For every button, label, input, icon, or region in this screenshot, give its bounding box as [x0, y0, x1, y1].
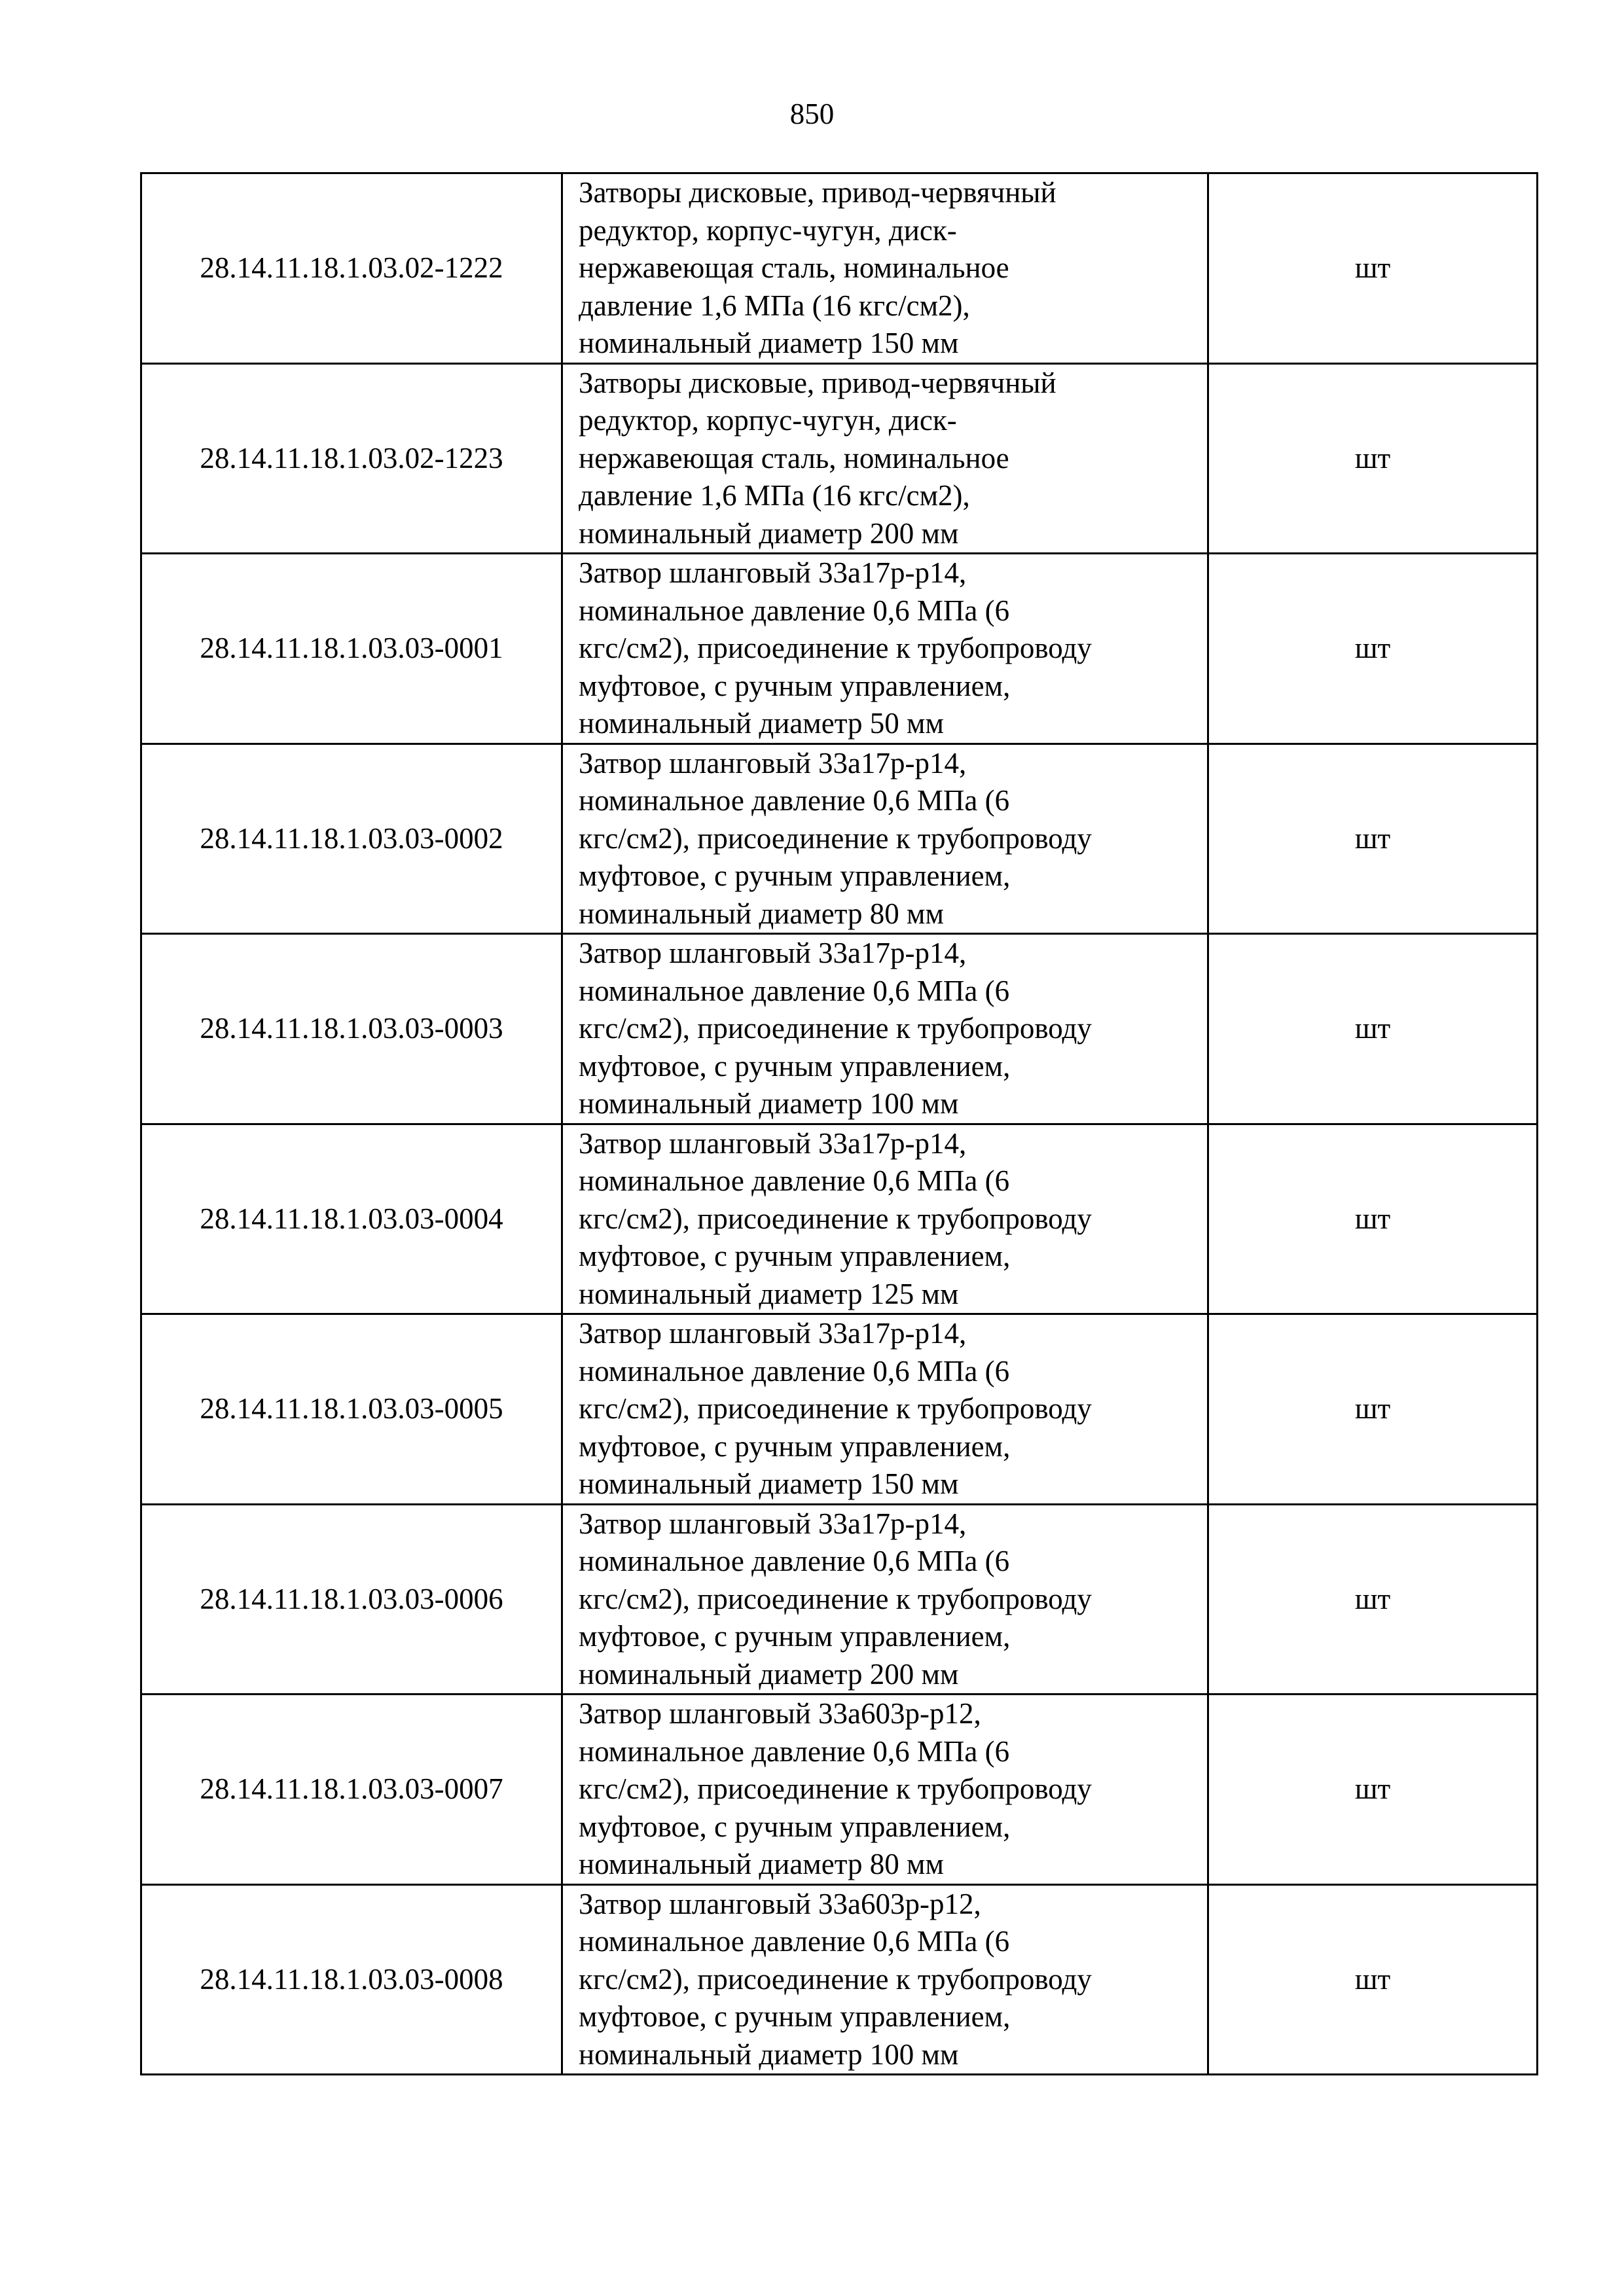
- item-code: 28.14.11.18.1.03.03-0007: [141, 1695, 562, 1885]
- description-line: Затвор шланговый 33а17р-р14,: [579, 556, 967, 589]
- description-line: номинальный диаметр 200 мм: [579, 1657, 959, 1691]
- table-row: [141, 1504, 1538, 1695]
- description-line: муфтовое, с ручным управлением,: [579, 859, 1011, 892]
- description-line: номинальное давление 0,6 МПа (6: [579, 784, 1010, 817]
- description-line: номинальный диаметр 125 мм: [579, 1277, 959, 1310]
- description-line: кгс/см2), присоединение к трубопроводу: [579, 1772, 1092, 1805]
- description-line: редуктор, корпус-чугун, диск-: [579, 213, 957, 247]
- item-description: [562, 1695, 1208, 1885]
- description-line: Затвор шланговый 33а17р-р14,: [579, 746, 967, 780]
- item-description: [562, 744, 1208, 934]
- description-line: номинальный диаметр 80 мм: [579, 1848, 944, 1880]
- description-line: номинальный диаметр 100 мм: [579, 1087, 959, 1120]
- item-description: [562, 173, 1208, 364]
- item-description: [562, 1504, 1208, 1695]
- description-line: Затворы дисковые, привод-червячный: [579, 176, 1056, 209]
- description-line: нержавеющая сталь, номинальное: [579, 251, 1009, 284]
- description-line: давление 1,6 МПа (16 кгс/см2),: [579, 479, 970, 512]
- description-line: муфтовое, с ручным управлением,: [579, 1620, 1011, 1653]
- description-line: Затвор шланговый 33а17р-р14,: [579, 1126, 967, 1160]
- description-line: кгс/см2), присоединение к трубопроводу: [579, 1012, 1092, 1045]
- item-unit: шт: [1208, 1314, 1538, 1505]
- item-unit: шт: [1208, 934, 1538, 1124]
- description-line: муфтовое, с ручным управлением,: [579, 1049, 1011, 1083]
- item-code: 28.14.11.18.1.03.03-0001: [141, 554, 562, 744]
- item-code: 28.14.11.18.1.03.03-0005: [141, 1314, 562, 1505]
- description-line: номинальный диаметр 100 мм: [579, 2037, 959, 2071]
- item-unit: шт: [1208, 363, 1538, 554]
- description-line: Затвор шланговый 33а17р-р14,: [579, 937, 967, 969]
- description-line: номинальный диаметр 50 мм: [579, 707, 944, 740]
- catalog-table: [140, 172, 1538, 2075]
- table-row: [141, 363, 1538, 554]
- item-unit: шт: [1208, 173, 1538, 364]
- item-description: [562, 934, 1208, 1124]
- item-code: 28.14.11.18.1.03.03-0006: [141, 1504, 562, 1695]
- description-line: муфтовое, с ручным управлением,: [579, 1240, 1011, 1272]
- description-line: муфтовое, с ручным управлением,: [579, 1429, 1011, 1463]
- description-line: номинальное давление 0,6 МПа (6: [579, 1925, 1010, 1958]
- description-line: номинальное давление 0,6 МПа (6: [579, 1164, 1010, 1197]
- description-line: редуктор, корпус-чугун, диск-: [579, 404, 957, 437]
- description-line: номинальное давление 0,6 МПа (6: [579, 594, 1010, 627]
- description-line: номинальное давление 0,6 МПа (6: [579, 1545, 1010, 1577]
- description-line: Затвор шланговый 33а17р-р14,: [579, 1507, 967, 1540]
- description-line: номинальное давление 0,6 МПа (6: [579, 1354, 1010, 1388]
- table-row: [141, 173, 1538, 364]
- description-line: муфтовое, с ручным управлением,: [579, 1810, 1011, 1843]
- description-line: давление 1,6 МПа (16 кгс/см2),: [579, 289, 970, 322]
- item-unit: шт: [1208, 1884, 1538, 2075]
- item-unit: шт: [1208, 554, 1538, 744]
- description-line: Затвор шланговый 33а603р-р12,: [579, 1697, 981, 1730]
- table-row: [141, 1124, 1538, 1314]
- item-unit: шт: [1208, 1504, 1538, 1695]
- item-description: [562, 1884, 1208, 2075]
- description-line: номинальный диаметр 150 мм: [579, 327, 959, 359]
- table-row: [141, 934, 1538, 1124]
- item-unit: шт: [1208, 1124, 1538, 1314]
- item-description: [562, 554, 1208, 744]
- item-unit: шт: [1208, 1695, 1538, 1885]
- item-code: 28.14.11.18.1.03.03-0002: [141, 744, 562, 934]
- description-line: номинальный диаметр 150 мм: [579, 1467, 959, 1500]
- item-code: 28.14.11.18.1.03.03-0003: [141, 934, 562, 1124]
- description-line: кгс/см2), присоединение к трубопроводу: [579, 1392, 1092, 1425]
- table-row: [141, 554, 1538, 744]
- description-line: кгс/см2), присоединение к трубопроводу: [579, 1202, 1092, 1235]
- description-line: Затвор шланговый 33а17р-р14,: [579, 1317, 967, 1350]
- table-body: [141, 173, 1538, 2075]
- description-line: кгс/см2), присоединение к трубопроводу: [579, 632, 1092, 664]
- description-line: кгс/см2), присоединение к трубопроводу: [579, 821, 1092, 855]
- description-line: Затворы дисковые, привод-червячный: [579, 366, 1056, 399]
- description-line: нержавеющая сталь, номинальное: [579, 441, 1009, 475]
- description-line: номинальный диаметр 80 мм: [579, 897, 944, 930]
- item-code: 28.14.11.18.1.03.03-0008: [141, 1884, 562, 2075]
- description-line: кгс/см2), присоединение к трубопроводу: [579, 1962, 1092, 1996]
- description-line: кгс/см2), присоединение к трубопроводу: [579, 1582, 1092, 1615]
- table-row: [141, 1695, 1538, 1885]
- description-line: номинальный диаметр 200 мм: [579, 516, 959, 550]
- item-description: [562, 363, 1208, 554]
- table-row: [141, 1314, 1538, 1505]
- description-line: номинальное давление 0,6 МПа (6: [579, 1734, 1010, 1768]
- item-description: [562, 1124, 1208, 1314]
- item-code: 28.14.11.18.1.03.02-1222: [141, 173, 562, 364]
- page-number: 850: [789, 98, 835, 130]
- item-unit: шт: [1208, 744, 1538, 934]
- item-code: 28.14.11.18.1.03.03-0004: [141, 1124, 562, 1314]
- table-row: [141, 1884, 1538, 2075]
- table-row: [141, 744, 1538, 934]
- description-line: номинальное давление 0,6 МПа (6: [579, 974, 1010, 1007]
- item-code: 28.14.11.18.1.03.02-1223: [141, 363, 562, 554]
- description-line: Затвор шланговый 33а603р-р12,: [579, 1887, 981, 1920]
- description-line: муфтовое, с ручным управлением,: [579, 2000, 1011, 2033]
- description-line: муфтовое, с ручным управлением,: [579, 669, 1011, 702]
- item-description: [562, 1314, 1208, 1505]
